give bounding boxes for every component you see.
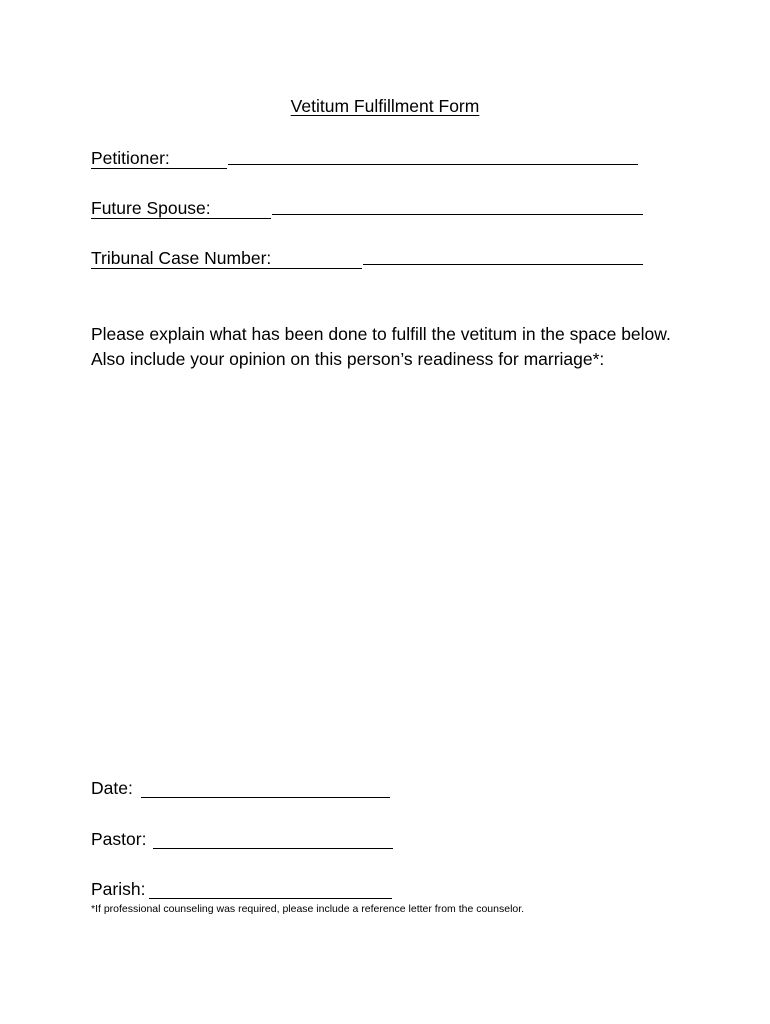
- parish-field[interactable]: [149, 898, 392, 899]
- tribunal-case-number-label: Tribunal Case Number:: [91, 248, 362, 269]
- future-spouse-label: Future Spouse:: [91, 198, 271, 219]
- parish-label: Parish:: [91, 879, 146, 899]
- pastor-field[interactable]: [153, 848, 393, 849]
- form-title: [0, 95, 770, 117]
- tribunal-case-number-row: [91, 247, 362, 269]
- footnote: *If professional counseling was required, please include a reference letter from the counselor.: [91, 903, 525, 915]
- petitioner-field[interactable]: [228, 164, 638, 165]
- petitioner-row: [91, 147, 227, 169]
- petitioner-label: Petitioner:: [91, 148, 227, 169]
- future-spouse-field[interactable]: [272, 214, 643, 215]
- form-title-text: Vetitum Fulfillment Form: [290, 96, 480, 116]
- tribunal-case-number-field[interactable]: [363, 264, 643, 265]
- future-spouse-row: [91, 197, 271, 219]
- date-field[interactable]: [141, 797, 390, 798]
- instructions-text: Please explain what has been done to fulfill the vetitum in the space below. Also include your opinion on this person’s readiness for marriage*:: [91, 324, 671, 369]
- date-label: Date:: [91, 778, 133, 798]
- pastor-label: Pastor:: [91, 829, 147, 849]
- response-area[interactable]: [91, 405, 651, 765]
